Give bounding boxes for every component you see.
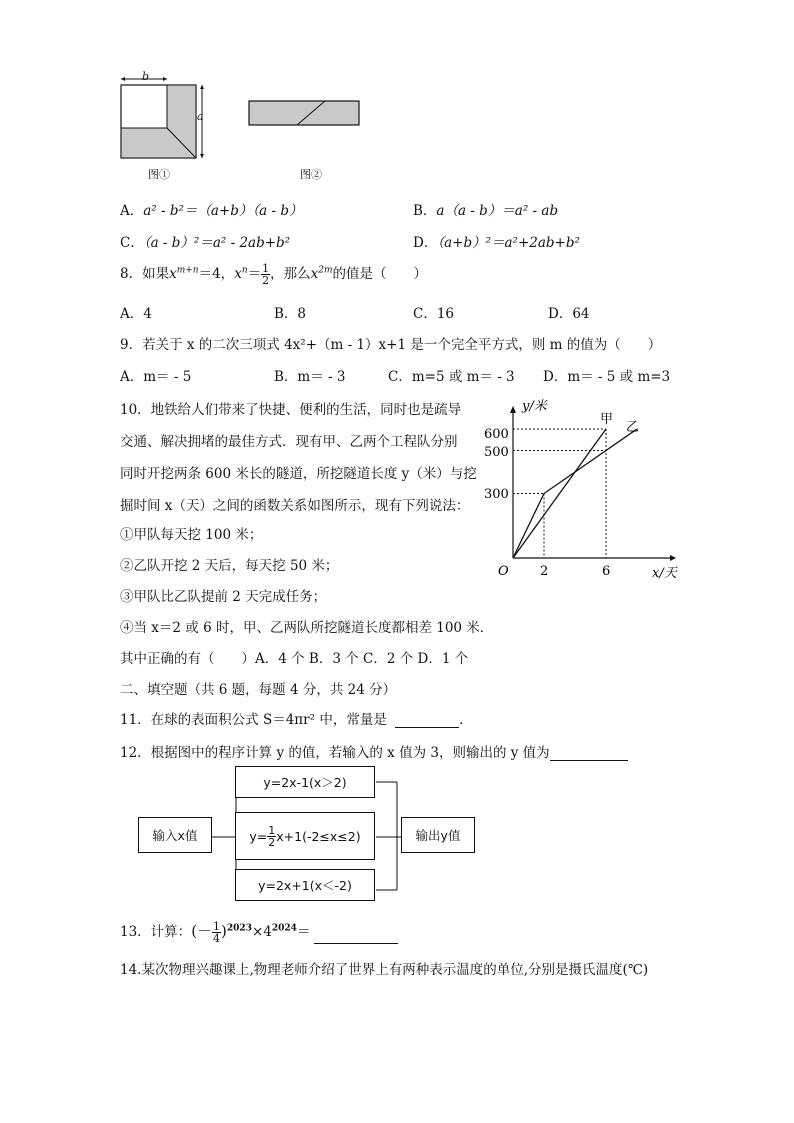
q7-option-b[interactable] <box>413 199 558 219</box>
q13-exp1: 2023 <box>226 923 252 934</box>
q13-fraction <box>212 921 221 944</box>
chart-ytick-500: 500 <box>484 445 509 460</box>
flowchart-bottom-label: y=2x+1(x＜-2) <box>258 878 352 893</box>
q11-stem <box>120 708 473 728</box>
q10-statement-3: ③甲队比乙队提前 2 天完成任务； <box>120 589 327 605</box>
chart-y-axis-arrow <box>510 406 516 413</box>
flowchart-mid-den: 2 <box>268 835 276 849</box>
q8-mid: ，那么 <box>270 266 311 282</box>
chart-series-yi <box>513 429 637 558</box>
q8-expr3: x <box>310 266 319 282</box>
q10-statement-2: ②乙队开挖 2 天后，每天挖 50 米； <box>120 558 339 574</box>
q7-option-b-text: a（a - b）＝a² - ab <box>436 203 559 219</box>
q7-option-a-text: a² - b²＝（a+b）（a - b） <box>143 203 303 219</box>
q12-stem <box>120 741 628 761</box>
figure-1-caption: 图① <box>148 168 170 181</box>
flowchart-mid-num: 1 <box>268 823 276 837</box>
q8-eq1: ＝4， <box>198 266 235 282</box>
q11-text: 11．在球的表面积公式 S＝4πr² 中，常量是 <box>120 712 387 728</box>
q10-statement-4: ④当 x＝2 或 6 时，甲、乙两队所挖隧道长度都相差 100 米． <box>120 620 494 636</box>
q7-option-a-letter: A． <box>120 203 144 219</box>
q9-stem: 9．若关于 x 的二次三项式 4x²+（m - 1）x+1 是一个完全平方式，则 m 的值为（ ） <box>120 337 662 353</box>
q13-paren-open: (－ <box>191 922 213 940</box>
q13-answer-blank[interactable] <box>314 929 398 944</box>
q7-option-b-letter: B． <box>413 203 437 219</box>
q8-exp1: m+n <box>176 265 199 276</box>
section-2-title: 二、填空题（共 6 题，每题 4 分，共 24 分） <box>120 682 397 698</box>
q11-answer-blank[interactable] <box>395 713 459 728</box>
chart-ytick-600: 600 <box>484 427 509 442</box>
q7-option-d[interactable] <box>413 231 580 251</box>
a-label: a <box>197 110 204 123</box>
q8-frac-den: 2 <box>262 274 270 287</box>
q8-option-c[interactable]: C．16 <box>413 306 455 322</box>
b-label: b <box>142 70 150 83</box>
q9-option-c[interactable]: C．m=5 或 m＝ - 3 <box>388 369 515 385</box>
chart-ytick-300: 300 <box>484 487 509 502</box>
q8-stem <box>120 262 427 286</box>
figure-2 <box>245 98 365 130</box>
q13-exp2: 2024 <box>271 923 297 934</box>
q11-end: ． <box>459 712 473 728</box>
flowchart-top-box <box>235 766 375 798</box>
q10-line-4: 掘时间 x（天）之间的函数关系如图所示，现有下列说法： <box>120 498 470 514</box>
q8-fraction <box>261 263 270 286</box>
q13-paren-close: ) <box>221 922 227 940</box>
q8-frac-num: 1 <box>262 262 270 275</box>
chart-xtick-6: 6 <box>602 564 611 579</box>
q8-expr2: x <box>234 266 242 282</box>
chart-xtick-2: 2 <box>540 564 549 579</box>
q10-answer-options: 其中正确的有（ ）A．4 个 B．3 个 C．2 个 D．1 个 <box>120 651 469 667</box>
q9-option-b[interactable]: B．m＝ - 3 <box>274 369 346 385</box>
q13-frac-den: 4 <box>213 932 221 945</box>
flowchart-mid-suffix: x+1(-2≤x≤2) <box>276 828 361 844</box>
q7-option-a[interactable] <box>120 199 303 219</box>
q10-line-2: 交通、解决拥堵的最佳方式．现有甲、乙两个工程队分别 <box>120 434 458 450</box>
chart-series-label-yi: 乙 <box>626 420 640 435</box>
q7-option-c-text: （a - b）²＝a² - 2ab+b² <box>143 235 291 251</box>
q9-option-a[interactable]: A．m＝ - 5 <box>120 369 192 385</box>
q8-expr1: x <box>169 266 177 282</box>
q8-exp3: 2m <box>318 265 333 276</box>
q10-line-1: 10．地铁给人们带来了快捷、便利的生活，同时也是疏导 <box>120 402 462 418</box>
chart-x-axis-arrow <box>670 555 676 561</box>
flowchart-output-label: 输出y值 <box>415 828 461 843</box>
q9-option-d[interactable]: D．m＝ - 5 或 m=3 <box>543 369 671 385</box>
q14-stem: 14.某次物理兴趣课上,物理老师介绍了世界上有两种表示温度的单位,分别是摄氏温度(℃) <box>120 962 649 978</box>
q10-line-3: 同时开挖两条 600 米长的隧道，所挖隧道长度 y（米）与挖 <box>120 466 477 482</box>
flowchart-output-box <box>401 817 475 853</box>
q7-option-c-letter: C． <box>120 235 144 251</box>
chart-series-label-jia: 甲 <box>600 412 614 427</box>
q12-answer-blank[interactable] <box>550 746 628 761</box>
q10-statement-1: ①甲队每天挖 100 米； <box>120 527 263 543</box>
q13-stem <box>120 920 398 944</box>
q8-exp2: n <box>241 265 248 276</box>
q7-option-d-text: （a+b）²＝a²+2ab+b² <box>437 235 580 251</box>
q8-option-a[interactable]: A．4 <box>120 306 152 322</box>
chart-origin: O <box>498 564 509 579</box>
figure-2-caption: 图② <box>300 168 322 181</box>
q8-eq2: ＝ <box>247 266 262 282</box>
q8-prefix: 8．如果 <box>120 266 170 282</box>
q8-option-b[interactable]: B．8 <box>274 306 307 322</box>
flowchart-input-label: 输入x值 <box>152 828 198 843</box>
flowchart-bottom-box <box>235 869 375 901</box>
flowchart-mid-prefix: y= <box>249 828 268 844</box>
q8-suffix: 的值是（ ） <box>332 266 427 282</box>
q12-text: 12．根据图中的程序计算 y 的值，若输入的 x 值为 3，则输出的 y 值为 <box>120 745 550 761</box>
q13-times: ×4 <box>251 924 272 940</box>
q7-option-c[interactable] <box>120 231 290 251</box>
q13-frac-num: 1 <box>213 920 221 933</box>
chart-ylabel: y/米 <box>522 399 547 414</box>
flowchart-top-label: y=2x-1(x＞2) <box>263 775 347 790</box>
q8-option-d[interactable]: D．64 <box>548 306 590 322</box>
flowchart-middle-box <box>235 812 375 860</box>
q10-chart <box>480 393 690 588</box>
q13-eq: ＝ <box>296 924 311 940</box>
q13-prefix: 13．计算： <box>120 924 192 940</box>
flowchart-input-box <box>138 817 212 853</box>
flowchart-mid-fraction <box>267 825 276 848</box>
chart-xlabel: x/天 <box>652 566 677 581</box>
q7-option-d-letter: D． <box>413 235 438 251</box>
